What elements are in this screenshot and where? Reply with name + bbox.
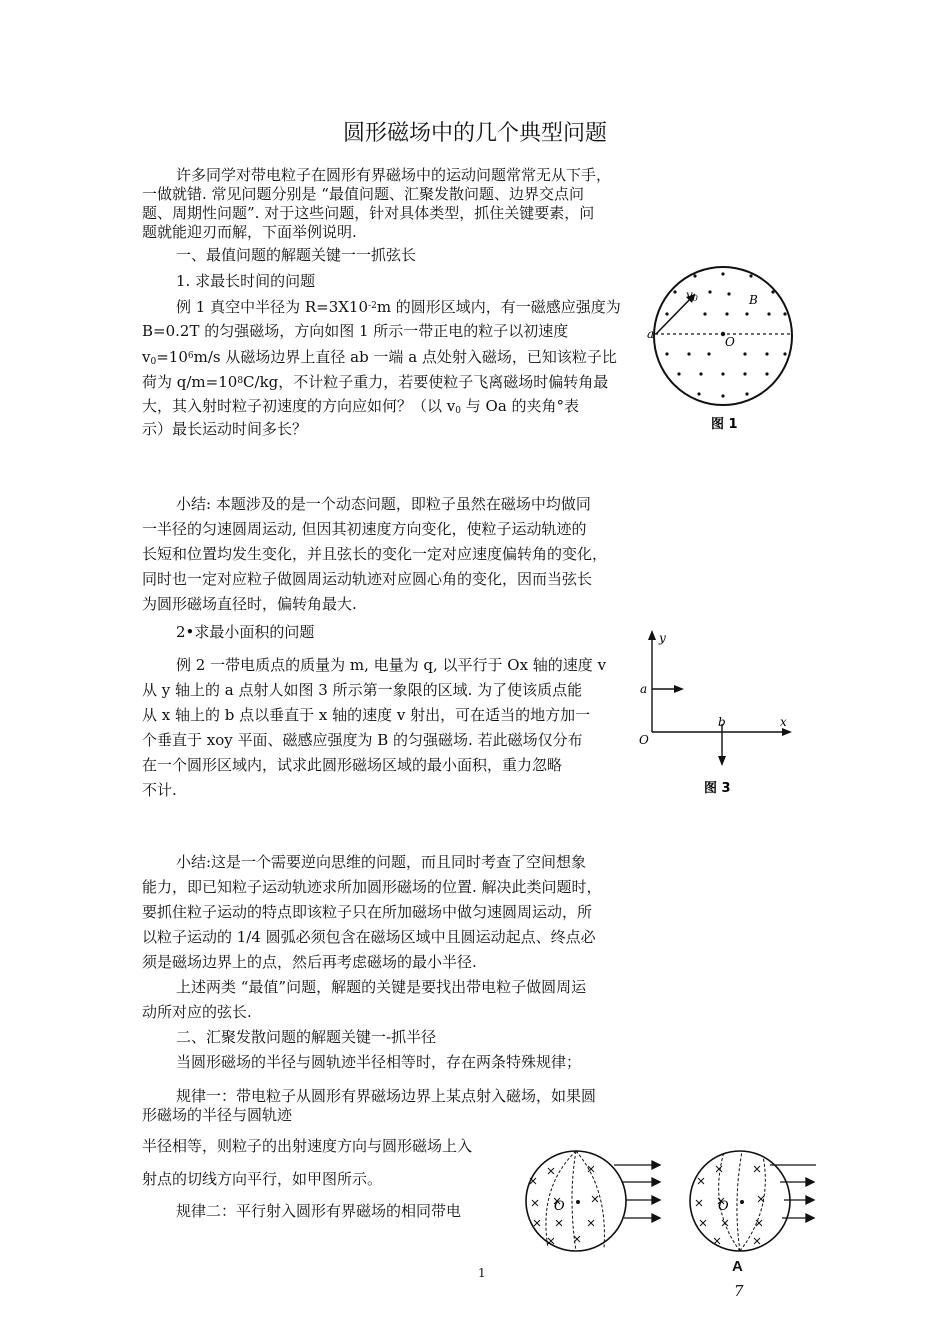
rule-1-line-2: 形磁场的半径与圆轨迹 xyxy=(142,1106,293,1124)
fig3-O-label: O xyxy=(639,733,649,747)
rule-1-line-3: 半径相等，则粒子的出射速度方向与圆形磁场上入 xyxy=(142,1137,473,1155)
summary-1-line-5: 为圆形磁场直径时，偏转角最大. xyxy=(142,595,357,613)
summary-2-line-3: 要抓住粒子运动的特点即该粒子只在所加磁场中做匀速圆周运动，所 xyxy=(142,903,593,921)
example-1-line-6: 示）最长运动时间多长？ xyxy=(142,420,308,438)
left-circle-diagram xyxy=(526,1151,660,1251)
intro-line-3: 题、周期性问题”. 对于这些问题，针对具体类型，抓住关键要素，问 xyxy=(142,204,595,222)
fig1-a-label: a xyxy=(647,327,655,341)
fig1-v0-label: v0 xyxy=(686,288,698,303)
subsection-1-heading: 1. 求最长时间的问题 xyxy=(176,272,316,290)
right-circle-diagram xyxy=(690,1151,816,1251)
summary-1-line-2: 一半径的匀速圆周运动, 但因其初速度方向变化，使粒子运动轨迹的 xyxy=(142,520,587,538)
fig3-x-label: x xyxy=(780,715,787,729)
example-1-line-3: $v_0=10^6m/s$ 从磁场边界上直径 ab 一端 a 点处射入磁场，已知该粒子比 xyxy=(142,348,617,367)
page-number: 1 xyxy=(478,1266,486,1280)
figA-right-O-label: O xyxy=(718,1199,729,1214)
example-2-line-5: 在一个圆形区域内，试求此圆形磁场区域的最小面积，重力忽略 xyxy=(142,756,563,774)
fig1-caption: 图 1 xyxy=(711,417,738,432)
example-1-line-1: 例 1 真空中半径为 $R=3X10^{-2}m$ 的圆形区域内，有一磁感应强度为 xyxy=(176,298,621,316)
figure-3-axes xyxy=(636,628,796,800)
example-1-line-5: 大，其入射时粒子初速度的方向应如何？（以 $v_0$ 与 Oa 的夹角°表 xyxy=(142,397,580,416)
fig1-O-label: O xyxy=(725,335,735,349)
figure-mark-7: 7 xyxy=(734,1282,744,1300)
example-1-line-2: B=0.2T 的匀强磁场，方向如图 1 所示一带正电的粒子以初速度 xyxy=(142,322,569,340)
example-2-line-4: 个垂直于 xoy 平面、磁感应强度为 B 的匀强磁场. 若此磁场仅分布 xyxy=(142,731,583,749)
section-1-heading: 一、最值问题的解题关键一一抓弦长 xyxy=(176,246,417,264)
figure-label-A: A xyxy=(732,1258,743,1275)
fig3-caption: 图 3 xyxy=(704,781,731,796)
figure-1-circular-field xyxy=(645,262,805,437)
intro-line-1: 许多同学对带电粒子在圆形有界磁场中的运动问题常常无从下手， xyxy=(176,166,612,184)
example-2-line-3: 从 x 轴上的 b 点以垂直于 x 轴的速度 v 射出，可在适当的地方加一 xyxy=(142,706,591,724)
summary-2-line-4: 以粒子运动的 1/4 圆弧必须包含在磁场区域中且圆运动起点、终点必 xyxy=(142,928,596,946)
summary-2-line-1: 小结:这是一个需要逆向思维的问题，而且同时考查了空间想象 xyxy=(176,853,587,871)
fig3-b-label: b xyxy=(718,715,726,729)
rule-1-line-4: 射点的切线方向平行，如甲图所示。 xyxy=(142,1170,383,1188)
intro-line-4: 题就能迎刃而解，下面举例说明. xyxy=(142,223,357,241)
fig3-y-label: y xyxy=(659,631,666,645)
summary-3-line-1: 上述两类 “最值”问题，解题的关键是要找出带电粒子做圆周运 xyxy=(176,978,587,996)
fig1-B-label: B xyxy=(749,293,758,307)
figure-convergence-diagrams xyxy=(518,1148,823,1256)
figA-left-O-label: O xyxy=(554,1199,565,1214)
page-title: 圆形磁场中的几个典型问题 xyxy=(342,121,607,146)
summary-2-line-2: 能力，即已知粒子运动轨迹求所加圆形磁场的位置. 解决此类问题时， xyxy=(142,878,602,896)
intro-line-2: 一做就错. 常见问题分别是 “最值问题、汇聚发散问题、边界交点问 xyxy=(142,185,584,203)
example-2-line-6: 不计. xyxy=(142,781,177,799)
rule-1-line-1: 规律一：带电粒子从圆形有界磁场边界上某点射入磁场，如果圆 xyxy=(176,1087,597,1105)
subsection-2-heading: 2•求最小面积的问题 xyxy=(176,623,315,641)
example-2-line-1: 例 2 一带电质点的质量为 m, 电量为 q, 以平行于 Ox 轴的速度 v xyxy=(176,656,607,674)
summary-1-line-1: 小结: 本题涉及的是一个动态问题，即粒子虽然在磁场中均做同 xyxy=(176,495,591,513)
example-2-line-2: 从 y 轴上的 a 点射人如图 3 所示第一象限的区域. 为了使该质点能 xyxy=(142,681,583,699)
summary-1-line-4: 同时也一定对应粒子做圆周运动轨迹对应圆心角的变化，因而当弦长 xyxy=(142,570,593,588)
summary-3-line-2: 动所对应的弦长. xyxy=(142,1003,252,1021)
summary-2-line-5: 须是磁场边界上的点，然后再考虑磁场的最小半径. xyxy=(142,953,477,971)
section-2-intro: 当圆形磁场的半径与圆轨迹半径相等时，存在两条特殊规律； xyxy=(176,1053,582,1071)
rule-2-line-1: 规律二：平行射入圆形有界磁场的相同带电 xyxy=(176,1202,462,1220)
fig3-a-label: a xyxy=(640,682,648,696)
summary-1-line-3: 长短和位置均发生变化，并且弦长的变化一定对应速度偏转角的变化， xyxy=(142,545,608,563)
section-2-heading: 二、汇聚发散问题的解题关键一-抓半径 xyxy=(176,1028,437,1046)
example-1-line-4: 荷为 $q/m=10^8C/kg$，不计粒子重力，若要使粒子飞离磁场时偏转角最 xyxy=(142,373,609,391)
